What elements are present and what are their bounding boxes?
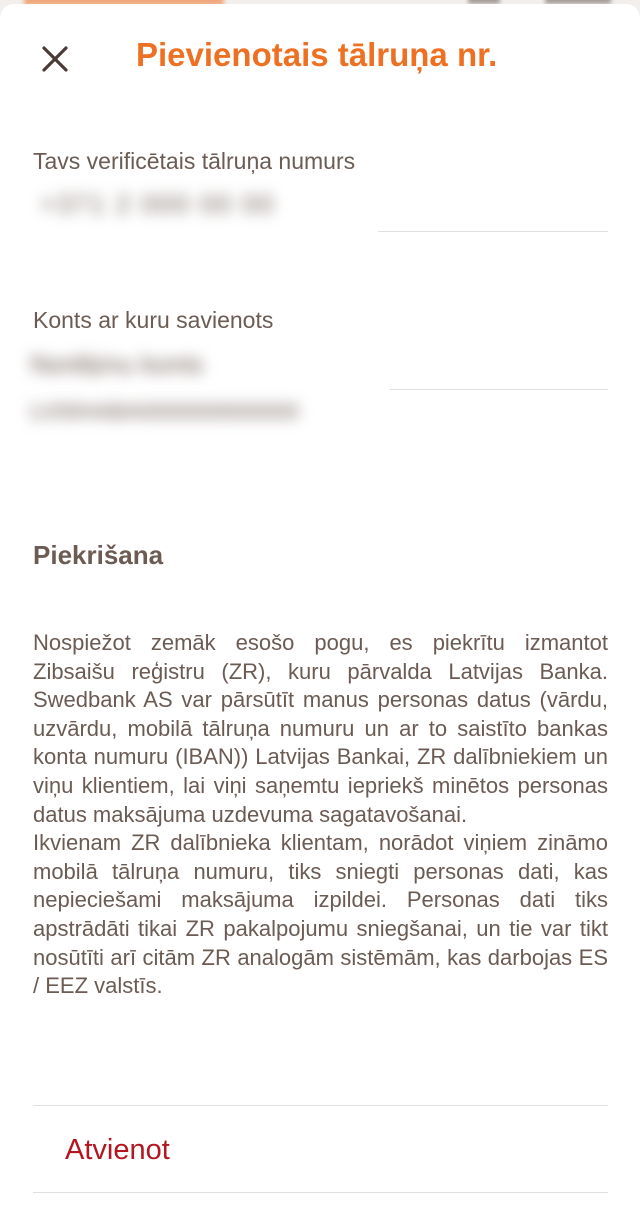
phone-field-underline bbox=[378, 231, 608, 232]
modal-header bbox=[0, 4, 640, 116]
modal-sheet bbox=[0, 4, 640, 1212]
phone-field-label: Tavs verificētais tālruņa numurs bbox=[33, 148, 356, 174]
consent-paragraph: Ikvienam ZR dalībnieka klientam, norādot viņiem zināmo mobilā tālruņa numuru, tiks sniegti personas dati, kas nepieciešami maksājuma izpildei. Personas dati tiks apstrādāti tikai ZR pakalpojumu sniegšanai, un tie var tikt nosūtīti arī citām ZR analogām sistēmām, kas darbojas ES / EEZ valstīs. bbox=[33, 830, 608, 999]
consent-paragraph: Nospiežot zemāk esošo pogu, es piekrītu izmantot Zibsaišu reģistru (ZR), kuru pārvalda Latvijas Banka. Swedbank AS var pārsūtīt manus personas datus (vārdu, uzvārdu, mobilā tālruņa numuru un ar to saistīto bankas konta numuru (IBAN)) Latvijas Bankai, ZR dalībniekiem un viņu klientiem, lai viņi saņemtu iepriekš minētos personas datus maksājuma uzdevuma sagatavošanai. bbox=[33, 630, 608, 827]
account-field-name: Norēķinu konts bbox=[30, 349, 204, 379]
account-field-label: Konts ar kuru savienots bbox=[33, 307, 274, 333]
consent-title: Piekrišana bbox=[33, 540, 164, 570]
consent-text bbox=[33, 629, 608, 1001]
disconnect-label: Atvienot bbox=[65, 1133, 170, 1166]
page-title: Pievienotais tālruņa nr. bbox=[136, 36, 498, 73]
account-field-iban: LV00HABA0000000000000 bbox=[30, 399, 299, 424]
account-field-underline bbox=[390, 389, 608, 390]
close-icon bbox=[41, 45, 69, 73]
close-button[interactable] bbox=[30, 34, 80, 84]
phone-field-value: +371 2 000 00 00 bbox=[40, 189, 276, 219]
divider bbox=[33, 1192, 608, 1193]
disconnect-button[interactable] bbox=[33, 1106, 608, 1194]
